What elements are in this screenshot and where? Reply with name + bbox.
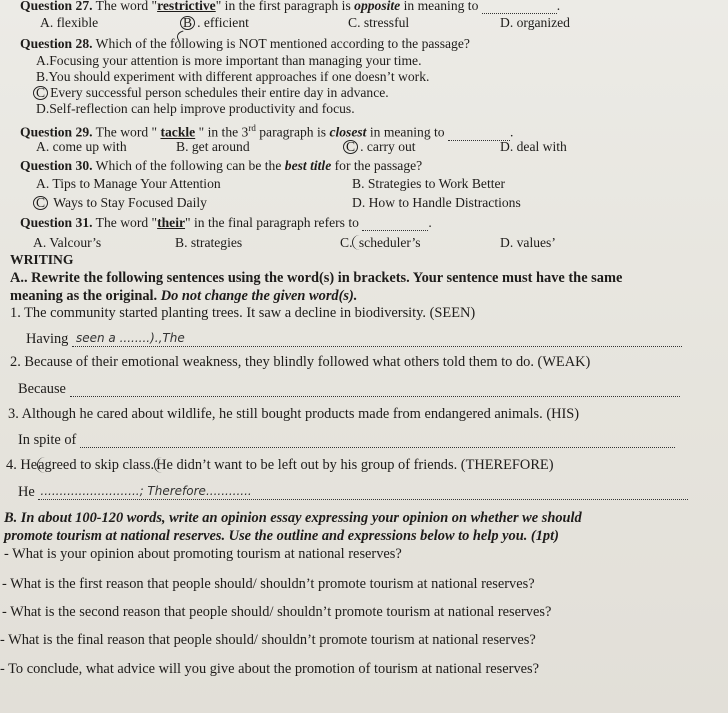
- essay-prompt-opinion: - What is your opinion about promoting tourism at national reserves?: [4, 546, 402, 562]
- question-29-text-d: in meaning to: [366, 124, 445, 140]
- section-a-instruction-line1: A.. Rewrite the following sentences using the word(s) in brackets. Your sentence must have the same: [10, 270, 623, 286]
- question-27-text-b: " in the first paragraph is: [215, 0, 355, 13]
- section-b-instruction-line1: B. In about 100-120 words, write an opinion essay expressing your opinion on whether we should: [4, 510, 582, 526]
- rewrite-answer-3-line[interactable]: [80, 447, 675, 448]
- question-31-option-c-text: scheduler’s: [352, 235, 420, 250]
- question-29-label: Question 29.: [20, 124, 93, 140]
- rewrite-answer-3: [18, 432, 675, 448]
- section-a-instruction-line2: [10, 288, 357, 304]
- question-28-option-d[interactable]: D.Self-reflection can help improve productivity and focus.: [36, 101, 355, 116]
- question-30-text: Which of the following can be the: [92, 158, 285, 173]
- question-27-text: The word ": [92, 0, 158, 13]
- question-29-text-b: " in the 3: [195, 124, 249, 140]
- question-28-option-a[interactable]: A.Focusing your attention is more important than managing your time.: [36, 53, 422, 68]
- question-28-stem: [20, 36, 470, 52]
- question-28-option-b[interactable]: B.You should experiment with different approaches if one doesn’t work.: [36, 69, 430, 84]
- question-30-option-a[interactable]: A. Tips to Manage Your Attention: [36, 176, 221, 191]
- question-31-keyword: their: [157, 215, 186, 230]
- writing-heading: WRITING: [10, 252, 74, 267]
- section-a-instruction-text: meaning as the original.: [10, 288, 161, 304]
- question-27-option-b[interactable]: [180, 15, 249, 31]
- question-29-text-c: paragraph is: [255, 124, 330, 140]
- rewrite-answer-3-start: In spite of: [18, 432, 77, 448]
- question-27-option-d[interactable]: D. organized: [500, 15, 570, 30]
- question-31-label: Question 31.: [20, 215, 93, 230]
- question-29-superscript: rd: [248, 123, 256, 133]
- essay-prompt-second-reason: - What is the second reason that people should/ shouldn’t promote tourism at national reserves?: [2, 604, 552, 620]
- rewrite-sentence-4-clause2: He didn’t want to be left out by his group of friends: [156, 457, 454, 473]
- question-29-option-a[interactable]: A. come up with: [36, 139, 127, 154]
- question-27-label: Question 27.: [20, 0, 93, 13]
- rewrite-sentence-4-keyword: . (THEREFORE): [453, 457, 554, 473]
- answer-circle-mark: C: [33, 86, 48, 100]
- question-30-emphasis: best title: [284, 158, 332, 173]
- question-29-option-b[interactable]: B. get around: [176, 139, 250, 154]
- question-30-option-b[interactable]: B. Strategies to Work Better: [352, 176, 506, 191]
- question-31-text: The word ": [92, 215, 158, 230]
- question-27-emphasis: opposite: [354, 0, 401, 13]
- essay-prompt-final-reason: - What is the final reason that people should/ shouldn’t promote tourism at national reserves?: [0, 632, 536, 648]
- rewrite-sentence-3: 3. Although he cared about wildlife, he still bought products made from endangered animals. (HIS): [8, 406, 580, 422]
- question-29-text: The word ": [92, 124, 161, 140]
- answer-circle-mark: B: [180, 16, 195, 30]
- question-31-text-b: " in the final paragraph refers to: [185, 215, 359, 230]
- question-27-stem: [20, 0, 560, 14]
- question-29-stem: [20, 120, 513, 141]
- rewrite-answer-2: [18, 381, 680, 397]
- rewrite-sentence-1: 1. The community started planting trees. It saw a decline in biodiversity. (SEEN): [10, 305, 476, 321]
- section-a-instruction-emphasis: Do not change the given word(s).: [160, 288, 358, 304]
- question-28-label: Question 28.: [20, 36, 93, 51]
- question-29-period: .: [510, 124, 514, 140]
- question-29-emphasis: closest: [329, 124, 367, 140]
- question-27-period: .: [556, 0, 561, 13]
- essay-prompt-first-reason: - What is the first reason that people should/ shouldn’t promote tourism at national reserves?: [2, 576, 535, 592]
- question-30-stem: [20, 158, 422, 174]
- rewrite-answer-4-start: He: [18, 484, 35, 500]
- question-31-stem: [20, 215, 432, 231]
- question-31-option-c-letter: C.: [340, 235, 353, 250]
- rewrite-answer-4: [18, 484, 688, 500]
- rewrite-answer-1: [26, 331, 682, 347]
- question-28-text: Which of the following is NOT mentioned according to the passage?: [92, 36, 470, 51]
- answer-circle-mark: C: [343, 140, 358, 154]
- question-27-keyword: restrictive: [157, 0, 216, 13]
- question-31-option-a[interactable]: A. Valcour’s: [33, 235, 102, 250]
- rewrite-answer-2-line[interactable]: [70, 396, 680, 397]
- rewrite-sentence-4-period: .: [150, 457, 155, 473]
- rewrite-answer-2-start: Because: [18, 381, 66, 397]
- question-29-option-c-text: . carry out: [360, 139, 416, 154]
- question-30-label: Question 30.: [20, 158, 93, 173]
- question-30-option-c[interactable]: [33, 195, 207, 211]
- question-27-option-b-text: . efficient: [197, 15, 249, 30]
- question-30-option-c-text: Ways to Stay Focused Daily: [50, 195, 207, 210]
- rewrite-sentence-4-clause1: agreed to skip class: [38, 457, 151, 473]
- question-30-option-d[interactable]: D. How to Handle Distractions: [352, 195, 521, 210]
- question-27-text-c: in meaning to: [400, 0, 479, 13]
- section-b-instruction-line2: promote tourism at national reserves. Use the outline and expressions below to help you. (1pt): [4, 528, 559, 544]
- rewrite-answer-4-line[interactable]: [38, 484, 688, 500]
- rewrite-answer-1-start: Having: [26, 331, 69, 347]
- question-31-option-d[interactable]: D. values’: [500, 235, 556, 250]
- question-27-option-a[interactable]: A. flexible: [40, 15, 99, 30]
- question-30-text-b: for the passage?: [331, 158, 423, 173]
- essay-prompt-conclusion: - To conclude, what advice will you give about the promotion of tourism at national reserves?: [0, 661, 540, 677]
- question-29-option-c[interactable]: [343, 139, 416, 155]
- question-29-keyword: tackle: [160, 124, 196, 140]
- question-31-option-c[interactable]: [340, 235, 421, 251]
- question-28-option-c[interactable]: [33, 85, 389, 101]
- handwritten-answer-1: seen a ........).,The: [75, 331, 185, 345]
- handwritten-answer-4: ..........................; Therefore............: [40, 484, 252, 498]
- question-27-option-c[interactable]: C. stressful: [348, 15, 410, 30]
- rewrite-sentence-4: [6, 457, 554, 473]
- rewrite-answer-1-line[interactable]: [72, 331, 682, 347]
- rewrite-sentence-2: 2. Because of their emotional weakness, they blindly followed what others told them to do. (WEAK): [10, 354, 591, 370]
- question-28-option-c-text: Every successful person schedules their entire day in advance.: [50, 85, 389, 100]
- question-29-option-d[interactable]: D. deal with: [500, 139, 567, 154]
- rewrite-sentence-4-start: 4. He: [6, 457, 38, 473]
- question-31-option-b[interactable]: B. strategies: [175, 235, 243, 250]
- question-31-blank[interactable]: [362, 230, 428, 231]
- answer-circle-mark: C: [33, 196, 48, 210]
- question-31-period: .: [428, 215, 432, 230]
- question-27-blank[interactable]: [482, 13, 557, 14]
